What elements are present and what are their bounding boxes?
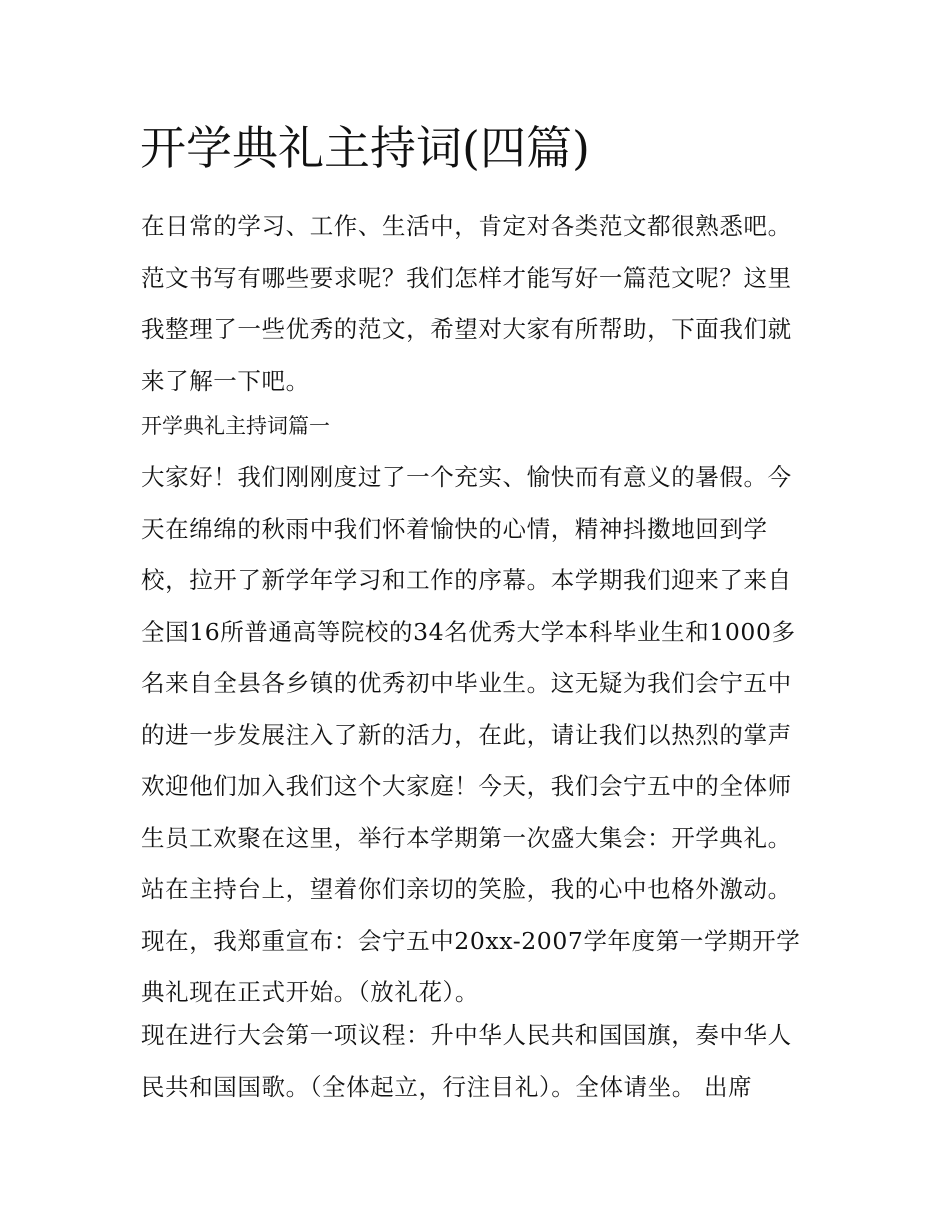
paragraph-line: 生员工欢聚在这里，举行本学期第一次盛大集会：开学典礼。 <box>141 823 792 852</box>
intro-paragraph <box>141 201 821 407</box>
paragraph-line: 现在，我郑重宣布：会宁五中20xx-2007学年度第一学期开学 <box>141 926 801 955</box>
paragraph-line: 校，拉开了新学年学习和工作的序幕。本学期我们迎来了来自 <box>141 566 792 594</box>
paragraph-line: 天在绵绵的秋雨中我们怀着愉快的心情，精神抖擞地回到学 <box>141 514 768 543</box>
paragraph-line: 欢迎他们加入我们这个大家庭！今天，我们会宁五中的全体师 <box>141 772 792 800</box>
paragraph-line: 全国16所普通高等院校的34名优秀大学本科毕业生和1000多 <box>141 617 796 646</box>
paragraph-line: 现在进行大会第一项议程：升中华人民共和国国旗，奏中华人 <box>141 1021 792 1049</box>
paragraph-line: 的进一步发展注入了新的活力，在此，请让我们以热烈的掌声 <box>141 720 792 749</box>
paragraph-line: 典礼现在正式开始。（放礼花）。 <box>141 978 479 1006</box>
paragraph-line: 大家好！我们刚刚度过了一个充实、愉快而有意义的暑假。今 <box>141 463 792 491</box>
paragraph-two <box>141 1010 821 1113</box>
paragraph-line: 名来自全县各乡镇的优秀初中毕业生。这无疑为我们会宁五中 <box>141 669 792 697</box>
intro-line: 在日常的学习、工作、生活中，肯定对各类范文都很熟悉吧。 <box>141 212 792 240</box>
paragraph-one <box>141 452 821 1019</box>
document-title: 开学典礼主持词(四篇) <box>140 121 590 175</box>
paragraph-line: 民共和国国歌。（全体起立，行注目礼）。全体请坐。 出席 <box>141 1072 753 1101</box>
section-heading: 开学典礼主持词篇一 <box>141 414 330 438</box>
paragraph-line: 站在主持台上，望着你们亲切的笑脸，我的心中也格外激动。 <box>141 875 792 903</box>
intro-line: 范文书写有哪些要求呢？我们怎样才能写好一篇范文呢？这里 <box>141 263 792 292</box>
intro-line: 来了解一下吧。 <box>141 366 310 395</box>
intro-line: 我整理了一些优秀的范文，希望对大家有所帮助，下面我们就 <box>141 315 792 343</box>
